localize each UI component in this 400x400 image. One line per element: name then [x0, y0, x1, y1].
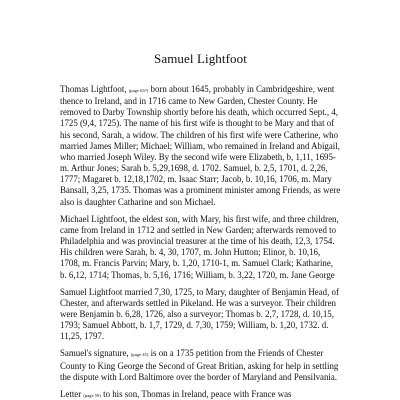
paragraph-lead: Samuel's signature,: [60, 348, 129, 359]
paragraph-samuel-signature: [60, 348, 341, 382]
paragraph-michael-lightfoot: [60, 214, 341, 281]
paragraph-text: is on a 1735 petition from the Friends of Chester County to King George the Second of Great Britian, asking for help in settling the dispute with Lord Baltimore over the border of Maryland and Pensilvania.: [60, 348, 339, 382]
paragraph-samuel-lightfoot: [60, 287, 341, 343]
paragraph-letter: [60, 389, 341, 400]
page-reference: (page 59): [83, 392, 101, 398]
paragraph-lead: Thomas Lightfoot,: [60, 84, 127, 94]
page-reference: (page 45): [130, 352, 149, 358]
paragraph-thomas-lightfoot: [60, 84, 341, 208]
paragraph-text: to his son, Thomas in Ireland, peace with France was: [100, 388, 292, 399]
page-reference: (page 63?): [128, 88, 149, 93]
document-body: [60, 84, 341, 400]
document-title: Samuel Lightfoot: [154, 51, 247, 66]
paragraph-text: Samuel Lightfoot married 7,30, 1725, to Mary, daughter of Benjamin Head, of Chester, and afterwards settled in Pikeland. He was a surveyor. Their children were Benjamin b. 6,28, 1726, also a surveyor; Thomas b. 2,7, 1728, d. 10,15, 1793; Samuel Abbott, b. 1,7, 1729, d. 7,30, 1759; William, b. 1,20, 1732. d. 11,25, 1797.: [60, 286, 339, 342]
paragraph-text: born about 1645, probably in Cambridgeshire, went thence to Ireland, and in 1716 came to New Garden, Chester County. He removed to Darby Township shortly before his death, which occurred Sept., 4, 1725 (9,4, 1725). The name of his first wife is thought to be Mary and that of his second, Sarah, a widow. The children of his first wife were Catherine, who married James Miller; Michael; William, who remained in Ireland and Abigail, who married Joseph Wiley. By the second wife were Elizabeth, b, 1,11, 1695-m. Arthur Jones; Sarah b. 5,29,1698, d. 1702. Samuel, b. 2,5, 1701, d. 2,26, 1777; Magaret b. 12,18,1702, m. Isaac Starr; Jacob, b. 10,16, 1706, m. Mary Bansall, 3,25, 1735. Thomas was a prominent minister among Friends, as were also is daughter Catharine and son Michael.: [60, 84, 341, 207]
paragraph-lead: Letter: [60, 388, 82, 399]
paragraph-text: Michael Lightfoot, the eldest son, with Mary, his first wife, and three children, came from Ireland in 1712 and settled in New Garden; afterwards removed to Philadelphia and was provincial treasurer at the time of his death, 12,3, 1754. His children were Sarah, b. 4, 30, 1707, m. John Hutton; Elinor, b. 10,16, 1708, m. Francis Parvin; Mary, b. 1,20, 1710-1, m. Samuel Clark; Katharine, b. 6,12, 1714; Thomas, b. 5,16, 1716; William, b. 3,22, 1720, m. Jane George: [60, 213, 339, 280]
